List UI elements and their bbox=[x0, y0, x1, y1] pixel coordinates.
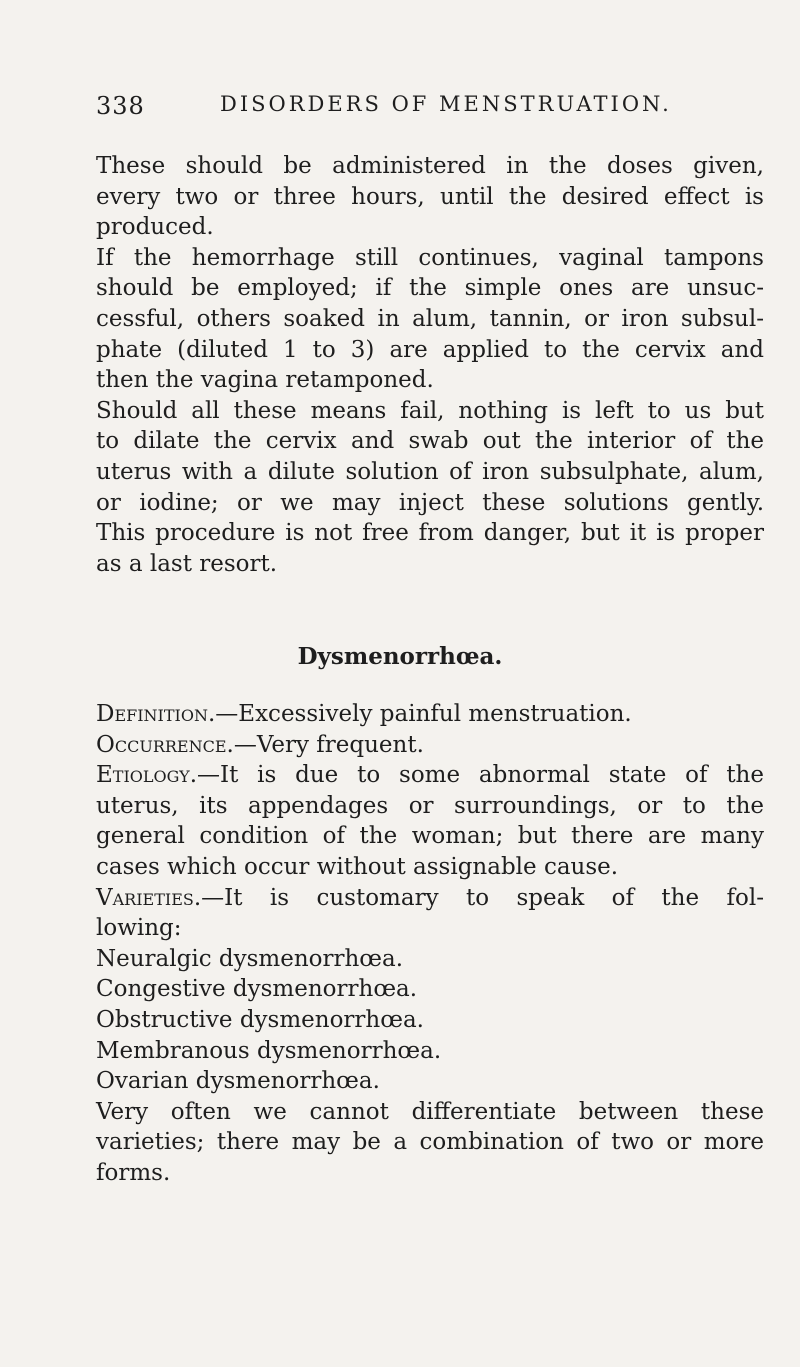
definition-term: Definition. bbox=[96, 701, 216, 727]
variety-item: Obstructive dysmenorrhœa. bbox=[96, 1006, 424, 1033]
variety-item: Ovarian dysmenorrhœa. bbox=[96, 1068, 380, 1095]
text-line: lowing: bbox=[96, 915, 182, 942]
text-line: uterus with a dilute solution of iron subsulphate, alum, bbox=[96, 458, 764, 485]
text-line: as a last resort. bbox=[96, 550, 278, 577]
etiology-text: —It is due to some abnormal state of the bbox=[197, 762, 764, 789]
varieties-text: —It is customary to speak of the fol- bbox=[201, 884, 764, 911]
text-line: phate (diluted 1 to 3) are applied to the cervix and bbox=[96, 336, 764, 363]
definition-text: —Excessively painful menstruation. bbox=[215, 701, 632, 727]
text-line: or iodine; or we may inject these solutions gently. bbox=[96, 489, 764, 516]
text-line: every two or three hours, until the desired effect is bbox=[96, 183, 764, 210]
variety-item: Neuralgic dysmenorrhœa. bbox=[96, 945, 404, 972]
text-line: This procedure is not free from danger, but it is proper bbox=[96, 520, 764, 547]
text-line: varieties; there may be a combination of two or more bbox=[96, 1129, 764, 1156]
text-line: uterus, its appendages or surroundings, or to the bbox=[96, 792, 764, 819]
variety-item: Congestive dysmenorrhœa. bbox=[96, 976, 418, 1003]
section-heading: Dysmenorrhœa. bbox=[297, 643, 503, 670]
text-line: cessful, others soaked in alum, tannin, or iron subsul- bbox=[96, 305, 764, 332]
top-text bbox=[96, 151, 764, 579]
occurrence-text: —Very frequent. bbox=[233, 731, 424, 758]
text-line: then the vagina retamponed. bbox=[96, 367, 434, 394]
varieties-term: Varieties. bbox=[96, 884, 202, 911]
lower-text bbox=[96, 699, 764, 1189]
text-line: should be employed; if the simple ones are unsuc- bbox=[96, 275, 764, 302]
varieties-line bbox=[96, 883, 764, 914]
text-line: to dilate the cervix and swab out the interior of the bbox=[96, 428, 764, 455]
etiology-line bbox=[96, 760, 764, 791]
text-line: produced. bbox=[96, 214, 214, 241]
variety-item: Membranous dysmenorrhœa. bbox=[96, 1037, 442, 1064]
text-line: These should be administered in the doses given, bbox=[96, 153, 764, 179]
page-number: 338 bbox=[96, 92, 145, 120]
page-header bbox=[96, 92, 750, 124]
definition-line bbox=[96, 699, 764, 730]
occurrence-term: Occurrence. bbox=[96, 731, 234, 758]
text-line: forms. bbox=[96, 1159, 171, 1186]
text-line: cases which occur without assignable cause. bbox=[96, 853, 619, 880]
running-title: DISORDERS OF MENSTRUATION. bbox=[220, 92, 672, 116]
text-line: Should all these means fail, nothing is left to us but bbox=[96, 397, 764, 424]
etiology-term: Etiology. bbox=[96, 762, 198, 789]
occurrence-line bbox=[96, 730, 764, 761]
text-line: If the hemorrhage still continues, vaginal tampons bbox=[96, 244, 764, 271]
text-line: Very often we cannot differentiate between these bbox=[96, 1098, 764, 1125]
text-line: general condition of the woman; but there are many bbox=[96, 823, 764, 850]
